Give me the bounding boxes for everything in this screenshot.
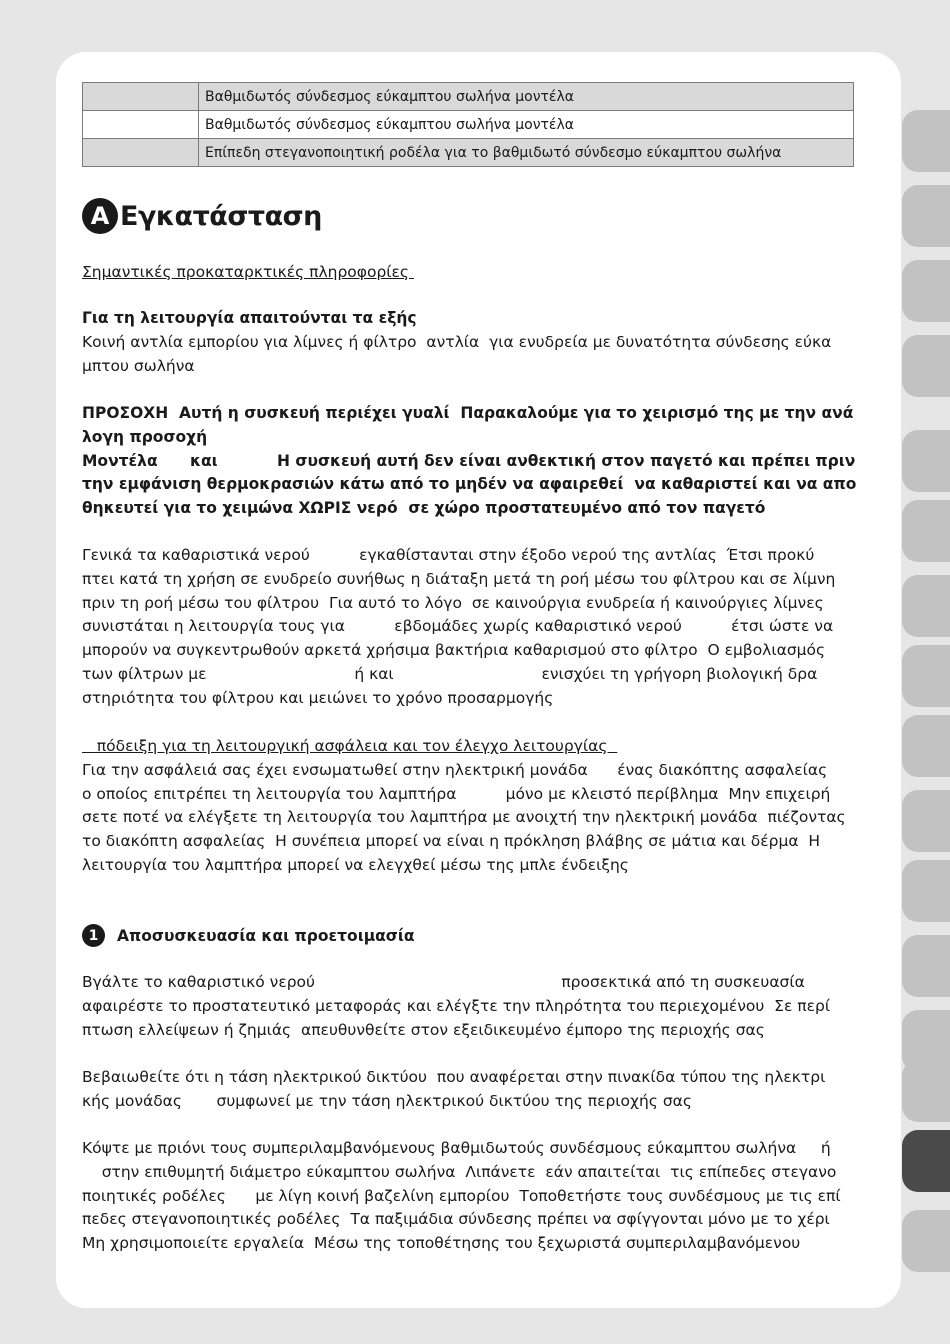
text-line: ποιητικές ροδέλες με λίγη κοινή βαζελίνη εμπορίου Τοποθετήστε τους συνδέσμους με τις επί	[82, 1186, 841, 1205]
text-line: στηριότητα του φίλτρου και μειώνει το χρόνο προσαρμογής	[82, 688, 554, 707]
text-line: αφαιρέστε το προστατευτικό μεταφοράς και ελέγξτε την πληρότητα του περιεχομένου Σε περί	[82, 996, 831, 1015]
index-tab[interactable]	[902, 110, 950, 172]
intro-subheading-block	[82, 261, 862, 285]
text-line: πεδες στεγανοποιητικές ροδέλες Τα παξιμάδια σύνδεσης πρέπει να σφίγγονται μόνο με το χέρι	[82, 1210, 830, 1229]
text-line: Κόψτε με πριόνι τους συμπεριλαμβανόμενους βαθμιδωτούς συνδέσμους εύκαμπτου σωλήνα ή	[82, 1139, 831, 1157]
index-tab[interactable]	[902, 935, 950, 997]
safety-heading: πόδειξη για τη λειτουργική ασφάλεια και τον έλεγχο λειτουργίας	[82, 737, 618, 755]
text-line: μπτου σωλήνα	[82, 356, 195, 375]
index-tab[interactable]	[902, 185, 950, 247]
warning-line: θηκευτεί για το χειμώνα ΧΩΡΙΣ νερό σε χώρο προστατευμένο από τον παγετό	[82, 499, 766, 518]
text-line: το διακόπτη ασφαλείας Η συνέπεια μπορεί να είναι η πρόκληση βλάβης σε μάτια και δέρμα Η	[82, 832, 821, 851]
general-block	[82, 544, 862, 711]
text-line: λειτουργία του λαμπτήρα μπορεί να ελεγχθεί μέσω της μπλε ένδειξης	[82, 855, 629, 874]
safety-block	[82, 735, 862, 878]
section-heading	[82, 198, 322, 234]
warning-line: την εμφάνιση θερμοκρασιών κάτω από το μηδέν να αφαιρεθεί να καθαριστεί και να απο	[82, 475, 857, 494]
index-tab[interactable]	[902, 335, 950, 397]
table-row	[83, 139, 854, 167]
index-tab[interactable]	[902, 790, 950, 852]
table-cell-text: Βαθμιδωτός σύνδεσμος εύκαμπτου σωλήνα μοντέλα	[199, 83, 854, 111]
text-line: κής μονάδας συμφωνεί με την τάση ηλεκτρικού δικτύου της περιοχής σας	[82, 1091, 692, 1110]
text-line: Κοινή αντλία εμπορίου για λίμνες ή φίλτρο αντλία για ενυδρεία με δυνατότητα σύνδεσης εύκα	[82, 332, 832, 351]
table-cell-code	[83, 83, 199, 111]
index-tab[interactable]	[902, 715, 950, 777]
warning-block	[82, 402, 862, 521]
warning-line: ΠΡΟΣΟΧΗ Αυτή η συσκευή περιέχει γυαλί Παρακαλούμε για το χειρισμό της με την ανά	[82, 404, 854, 422]
warning-line: Μοντέλα και Η συσκευή αυτή δεν είναι ανθεκτική στον παγετό και πρέπει πριν	[82, 451, 856, 470]
warning-line: λογη προσοχή	[82, 427, 208, 446]
section-badge: A	[82, 198, 118, 234]
text-line: πτει κατά τη χρήση σε ενυδρείο συνήθως η διάταξη μετά τη ροή μέσω του φίλτρου και σε λίμνη	[82, 569, 836, 588]
step-paragraph	[82, 1066, 862, 1114]
index-tab[interactable]	[902, 1060, 950, 1122]
index-tab[interactable]	[902, 575, 950, 637]
text-line: μπορούν να συγκεντρωθούν αρκετά χρήσιμα βακτήρια καθαρισμού στο φίλτρο Ο εμβολιασμός	[82, 641, 826, 660]
index-tab[interactable]	[902, 430, 950, 492]
step-badge: 1	[82, 924, 105, 947]
text-line: πριν τη ροή μέσω του φίλτρου Για αυτό το λόγο σε καινούργια ενυδρεία ή καινούργιες λίμνες	[82, 593, 824, 612]
index-tab[interactable]	[902, 260, 950, 322]
text-line: Βεβαιωθείτε ότι η τάση ηλεκτρικού δικτύου που αναφέρεται στην πινακίδα τύπου της ηλεκτρι	[82, 1068, 826, 1086]
text-line: πτωση ελλείψεων ή ζημιάς απευθυνθείτε στον εξειδικευμένο έμπορο της περιοχής σας	[82, 1020, 765, 1039]
index-tab[interactable]	[902, 500, 950, 562]
table-cell-text: Βαθμιδωτός σύνδεσμος εύκαμπτου σωλήνα μοντέλα	[199, 111, 854, 139]
intro-subheading: Σημαντικές προκαταρκτικές πληροφορίες	[82, 263, 414, 281]
index-tab-active[interactable]	[902, 1130, 950, 1192]
table-cell-text: Επίπεδη στεγανοποιητική ροδέλα για το βαθμιδωτό σύνδεσμο εύκαμπτου σωλήνα	[199, 139, 854, 167]
text-line: σετε ποτέ να ελέγξετε τη λειτουργία του λαμπτήρα με ανοιχτή την ηλεκτρική μονάδα πιέζοντας	[82, 808, 846, 827]
text-line: Βγάλτε το καθαριστικό νερού προσεκτικά από τη συσκευασία	[82, 973, 805, 991]
text-line: συνιστάται η λειτουργία τους για εβδομάδες χωρίς καθαριστικό νερού έτσι ώστε να	[82, 617, 834, 636]
step-title: Αποσυσκευασία και προετοιμασία	[117, 926, 415, 945]
section-title: Εγκατάσταση	[120, 200, 322, 232]
step-heading	[82, 924, 415, 947]
requirements-title: Για τη λειτουργία απαιτούνται τα εξής	[82, 309, 417, 327]
text-line: στην επιθυμητή διάμετρο εύκαμπτου σωλήνα Λιπάνετε εάν απαιτείται τις επίπεδες στεγανο	[82, 1162, 837, 1181]
text-line: ο οποίος επιτρέπει τη λειτουργία του λαμπτήρα μόνο με κλειστό περίβλημα Μην επιχειρή	[82, 784, 831, 803]
parts-table	[82, 82, 854, 167]
text-line: Γενικά τα καθαριστικά νερού εγκαθίστανται στην έξοδο νερού της αντλίας Έτσι προκύ	[82, 546, 815, 564]
table-row	[83, 83, 854, 111]
index-tab[interactable]	[902, 645, 950, 707]
text-line: Μη χρησιμοποιείτε εργαλεία Μέσω της τοποθέτησης του ξεχωριστά συμπεριλαμβανόμενου	[82, 1234, 801, 1253]
table-cell-code	[83, 111, 199, 139]
index-tab[interactable]	[902, 860, 950, 922]
text-line: των φίλτρων με ή και ενισχύει τη γρήγορη βιολογική δρα	[82, 664, 818, 683]
table-cell-code	[83, 139, 199, 167]
step-paragraph	[82, 1137, 862, 1256]
requirements-block	[82, 307, 862, 378]
text-line: Για την ασφάλειά σας έχει ενσωματωθεί στην ηλεκτρική μονάδα ένας διακόπτης ασφαλείας	[82, 760, 828, 779]
table-row	[83, 111, 854, 139]
index-tab[interactable]	[902, 1210, 950, 1272]
step-paragraph	[82, 971, 862, 1042]
